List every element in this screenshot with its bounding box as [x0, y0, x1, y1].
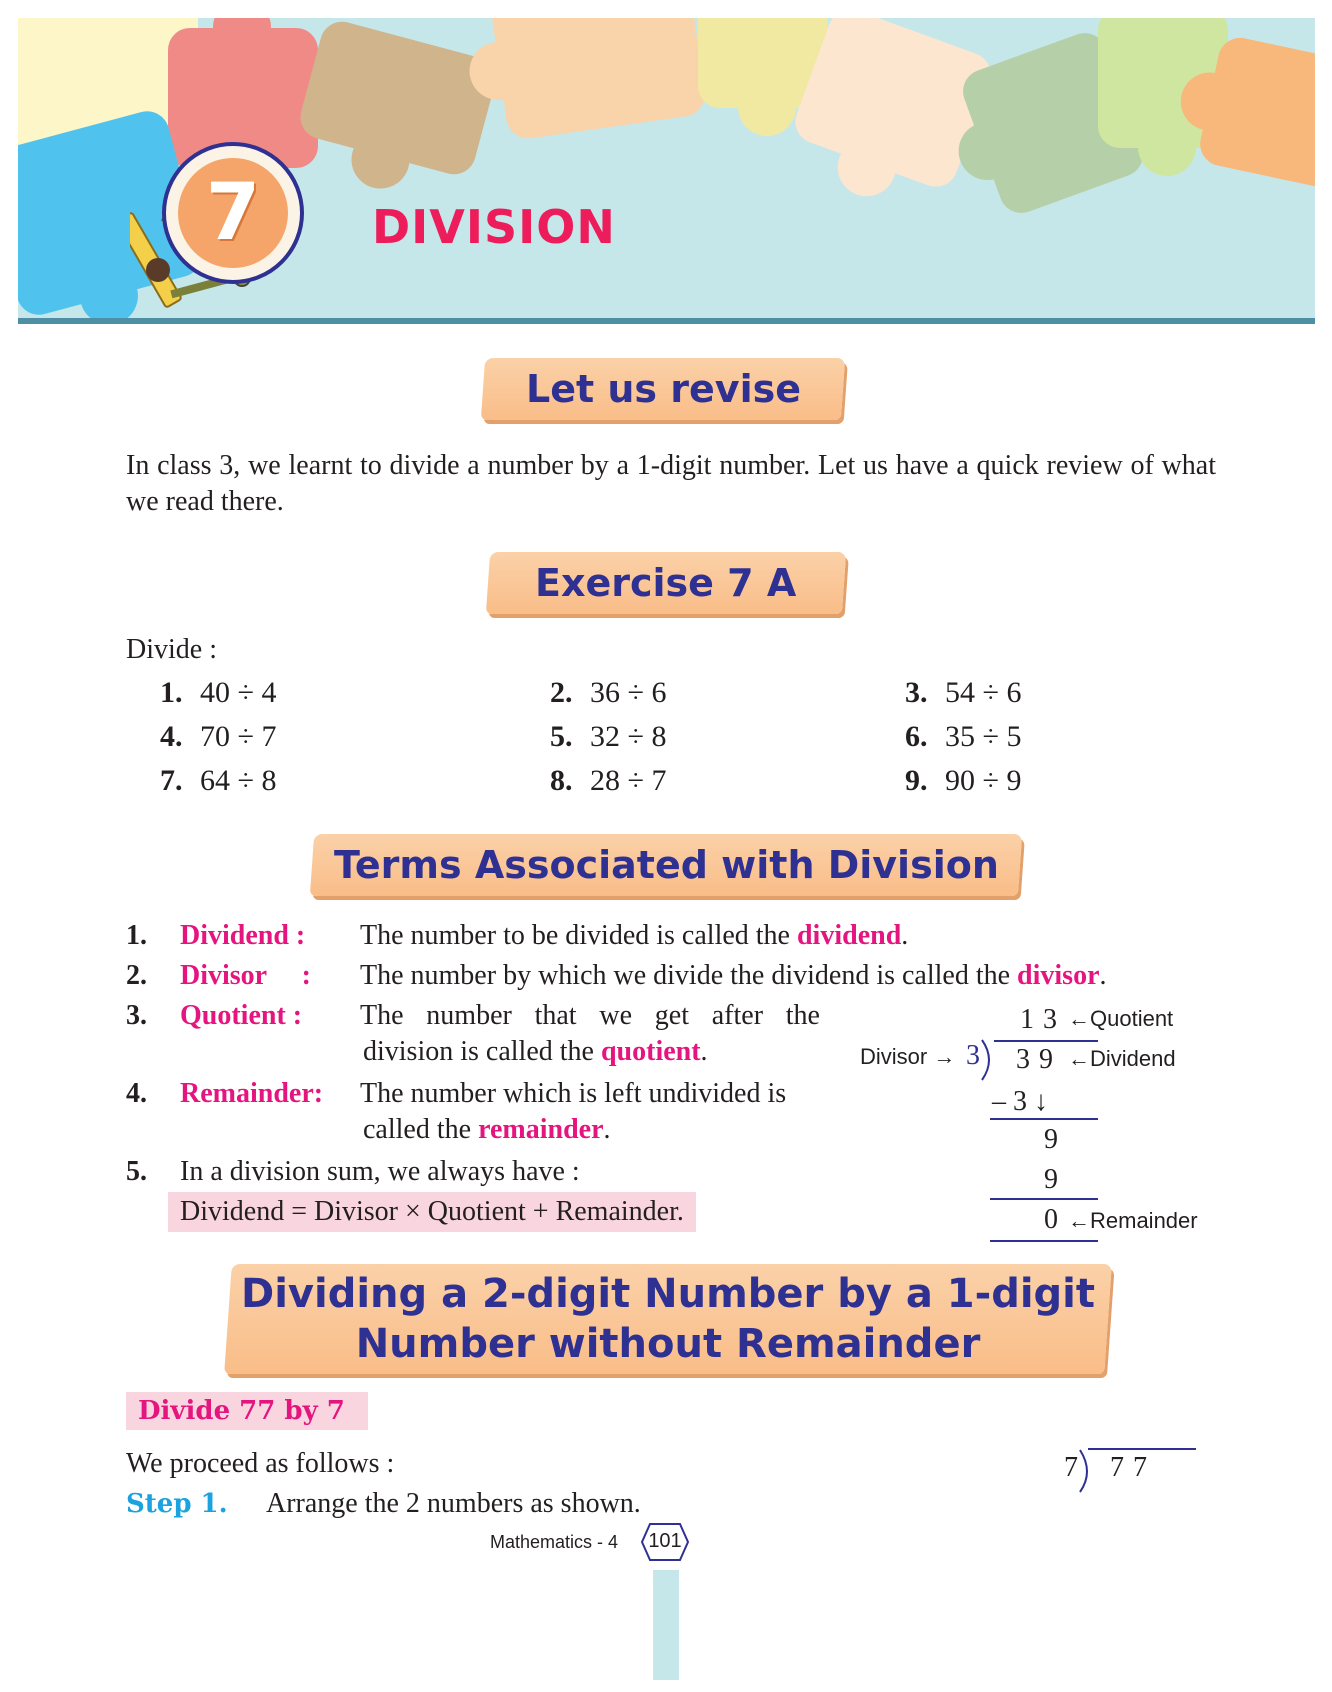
- exercise-item: [160, 720, 276, 754]
- exercise-item: [905, 764, 1021, 798]
- page-number: 101: [648, 1530, 682, 1552]
- term-label: Remainder:: [180, 1078, 324, 1109]
- division-bar: [1088, 1448, 1196, 1450]
- exercise-number: 5.: [550, 720, 573, 753]
- exercise-expression: 36 ÷ 6: [590, 676, 667, 709]
- section-heading-exercise: [486, 552, 846, 614]
- term-number: 3.: [126, 1000, 147, 1031]
- exercise-item: [160, 676, 276, 710]
- division-line: [990, 1198, 1098, 1200]
- term-text: The number that we get after the: [360, 1000, 820, 1031]
- term-item-dividend: [126, 918, 908, 954]
- exercise-expression: 28 ÷ 7: [590, 764, 667, 797]
- exercise-expression: 64 ÷ 8: [200, 764, 277, 797]
- exercise-item: [550, 676, 666, 710]
- revise-paragraph: In class 3, we learnt to divide a number by a 1-digit number. Let us have a quick review of what we read there.: [126, 450, 1216, 517]
- division-bar: [994, 1040, 1098, 1042]
- term-punct: .: [1099, 960, 1107, 991]
- term-punct: .: [700, 1036, 708, 1067]
- step-text: Arrange the 2 numbers as shown.: [266, 1488, 641, 1519]
- exercise-number: 6.: [905, 720, 928, 753]
- exercise-item: [550, 764, 666, 798]
- division-formula: Dividend = Divisor × Quotient + Remainder.: [168, 1192, 696, 1232]
- heading-line: Dividing a 2-digit Number by a 1-digit: [240, 1271, 1095, 1317]
- section-heading-text: Terms Associated with Division: [333, 843, 999, 887]
- term-keyword: dividend: [796, 920, 902, 951]
- example-product: 9: [1044, 1164, 1058, 1195]
- puzzle-piece: [489, 18, 708, 141]
- exercise-expression: 35 ÷ 5: [945, 720, 1022, 753]
- example-remainder: 0: [1044, 1204, 1058, 1235]
- division-line: [990, 1240, 1098, 1242]
- heading-line: Number without Remainder: [355, 1321, 981, 1367]
- label-remainder: ←Remainder: [1068, 1208, 1198, 1233]
- term-item-quotient: [126, 998, 820, 1034]
- example-dividend: 3 9: [1016, 1044, 1054, 1075]
- term-keyword: remainder: [478, 1114, 604, 1145]
- division-bracket-icon: [978, 1038, 998, 1082]
- term-number: 1.: [126, 920, 147, 951]
- label-quotient: ←Quotient: [1068, 1006, 1174, 1031]
- exercise-prompt: Divide :: [126, 634, 217, 665]
- setup-divisor: 7: [1064, 1452, 1078, 1483]
- chapter-number: 7: [205, 168, 261, 258]
- label-divisor: Divisor →: [860, 1044, 956, 1069]
- setup-dividend: 7 7: [1110, 1452, 1148, 1483]
- step-1: [126, 1486, 641, 1522]
- exercise-number: 7.: [160, 764, 183, 797]
- term-item-rule: [126, 1154, 580, 1190]
- term-text: division is called the: [363, 1036, 601, 1067]
- term-label: Quotient :: [180, 1000, 303, 1031]
- term-text: The number which is left undivided is: [360, 1078, 787, 1109]
- term-label: Divisor :: [180, 960, 311, 991]
- exercise-number: 1.: [160, 676, 183, 709]
- term-punct: .: [603, 1114, 611, 1145]
- term-label: Dividend :: [180, 920, 306, 951]
- term-text: The number by which we divide the dividend is called the: [360, 960, 1018, 991]
- exercise-expression: 90 ÷ 9: [945, 764, 1022, 797]
- term-number: 4.: [126, 1078, 147, 1109]
- section-heading-text: Exercise 7 A: [535, 561, 797, 605]
- exercise-item: [550, 720, 666, 754]
- section-heading-terms: [310, 834, 1022, 896]
- section-heading-text: [241, 1269, 1095, 1369]
- division-bracket-icon: [1076, 1448, 1094, 1494]
- exercise-item: [160, 764, 276, 798]
- term-item-remainder-line2: [363, 1112, 611, 1148]
- footer-bar: [653, 1570, 679, 1680]
- example-subtract: – 3 ↓: [992, 1086, 1048, 1117]
- division-line: [990, 1118, 1098, 1120]
- exercise-number: 2.: [550, 676, 573, 709]
- example-divisor: 3: [966, 1040, 980, 1071]
- term-keyword: quotient: [600, 1036, 701, 1067]
- term-text: The number to be divided is called the: [360, 920, 797, 951]
- chapter-title: DIVISION: [372, 200, 616, 254]
- section-heading-text: Let us revise: [525, 367, 801, 411]
- exercise-item: [905, 676, 1021, 710]
- exercise-expression: 70 ÷ 7: [200, 720, 277, 753]
- example-quotient: 1 3: [1020, 1004, 1058, 1035]
- term-punct: .: [901, 920, 909, 951]
- term-number: 2.: [126, 960, 147, 991]
- term-item-quotient-line2: [363, 1034, 708, 1070]
- term-text: In a division sum, we always have :: [180, 1156, 580, 1187]
- step-label: Step 1.: [126, 1489, 228, 1519]
- example-bring-down: 9: [1044, 1124, 1058, 1155]
- example-box-label: Divide 77 by 7: [126, 1392, 368, 1430]
- exercise-number: 9.: [905, 764, 928, 797]
- book-title: Mathematics - 4: [490, 1532, 619, 1552]
- term-keyword: divisor: [1017, 960, 1100, 991]
- exercise-expression: 40 ÷ 4: [200, 676, 277, 709]
- label-dividend: ←Dividend: [1068, 1046, 1176, 1071]
- section-heading-dividing: [224, 1264, 1112, 1374]
- term-item-divisor: [126, 958, 1107, 994]
- puzzle-piece: [296, 18, 501, 179]
- chapter-number-badge: [162, 142, 304, 284]
- procedure-intro: We proceed as follows :: [126, 1448, 395, 1479]
- exercise-number: 3.: [905, 676, 928, 709]
- exercise-expression: 32 ÷ 8: [590, 720, 667, 753]
- exercise-number: 8.: [550, 764, 573, 797]
- exercise-item: [905, 720, 1021, 754]
- term-text: called the: [363, 1114, 479, 1145]
- term-item-remainder: [126, 1076, 786, 1112]
- term-number: 5.: [126, 1156, 147, 1187]
- section-heading-revise: [481, 358, 845, 420]
- exercise-expression: 54 ÷ 6: [945, 676, 1022, 709]
- exercise-number: 4.: [160, 720, 183, 753]
